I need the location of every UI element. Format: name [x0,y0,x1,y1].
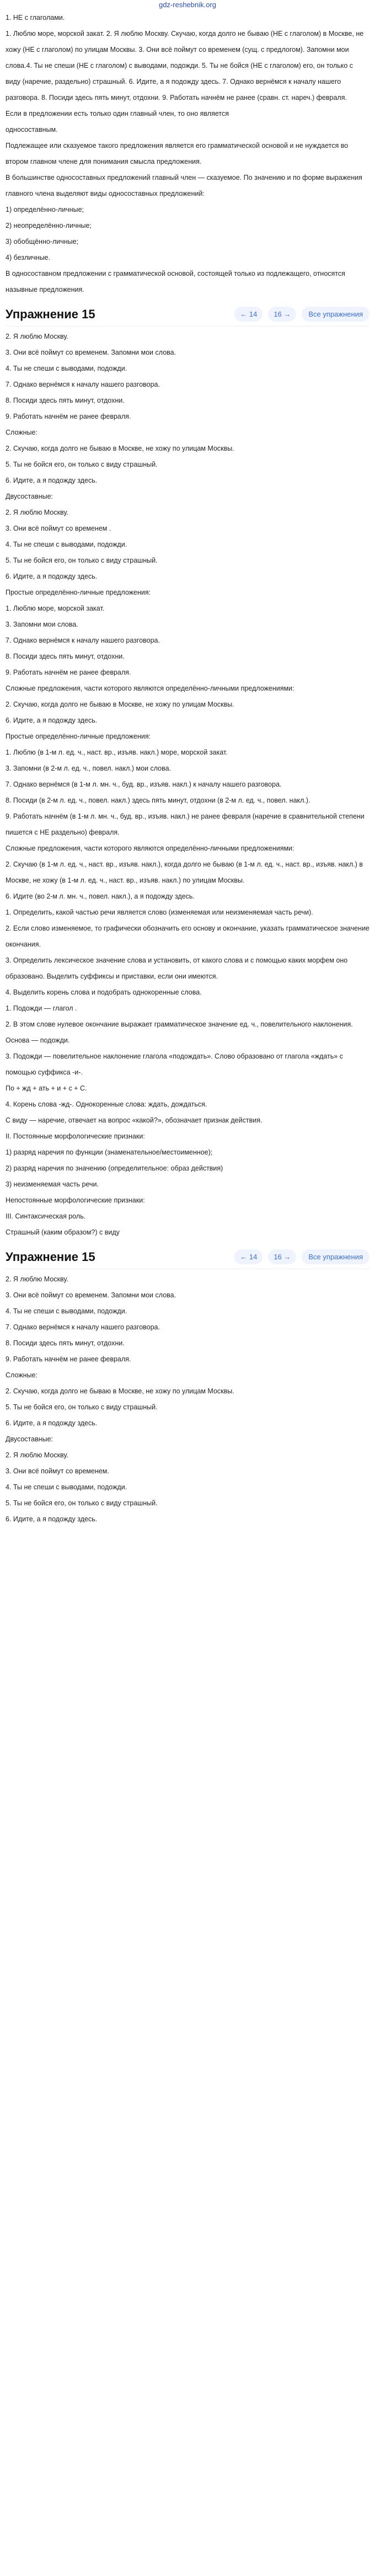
next-exercise-button[interactable]: 16 → [268,307,296,322]
text-line: Подлежащее или сказуемое такого предложения является его грамматической основой и не нуждается во втором главном члене для понимания смысла предложения. [6,142,349,165]
section2-header [6,1245,369,1269]
section2-title: Упражнение 15 [6,1249,95,1264]
text-line: 4) безличные. [6,254,50,261]
text-line: 3. Определить лексическое значение слова и установить, от какого слова и с помощью каких морфем оно образовано. Выделить суффиксы и приставки, если они имеются. [6,956,348,980]
text-line: 9. Работать начнём не ранее февраля. [6,413,131,420]
text-line: 5. Ты не бойся его, он только с виду страшный. [6,1403,158,1411]
text-line: Сложные предложения, части которого являются определённо-личными предложениями: [6,685,294,692]
text-line: 9. Работать начнём не ранее февраля. [6,1355,131,1363]
text-line: 1. Люблю море, морской закат. [6,605,105,612]
text-line: 2. Скучаю, когда долго не бываю в Москве, не хожу по улицам Москвы. [6,701,234,708]
text-line: 6. Идите, а я подожду здесь. [6,717,98,724]
top-watermark: gdz-reshebnik.org [158,1,217,9]
prev-exercise-button[interactable]: ← 14 [234,307,262,322]
text-line: 3. Они всё поймут со временем . [6,525,111,532]
text-line: 1. Подожди — глагол . [6,1004,77,1012]
text-line: 7. Однако вернёмся к началу нашего разговора. [6,1323,160,1331]
text-line: 2. Скучаю (в 1-м л. ед. ч., наст. вр., изъяв. накл.), когда долго не бываю (в 1-м л. ед. ч., наст. вр., изъяв. накл.) в Москве, не хожу (в 1-м л. ед. ч., наст. вр., изъяв. накл.) по улицам Москвы. [6,861,363,884]
text-line: 6. Идите, а я подожду здесь. [6,1515,98,1523]
text-line: 8. Посиди здесь пять минут, отдохни. [6,653,125,660]
text-line: Сложные: [6,429,38,436]
text-line: 2. Я люблю Москву. [6,1451,68,1459]
all-exercises-button[interactable]: Все упражнения [302,307,369,322]
text-line: 4. Ты не спеши с выводами, подожди. [6,541,127,548]
text-line: 7. Однако вернёмся (в 1-м л. мн. ч., буд. вр., изъяв. накл.) к началу нашего разговора. [6,781,282,788]
text-line: 6. Идите, а я подожду здесь. [6,1419,98,1427]
text-line: 4. Ты не спеши с выводами, подожди. [6,1483,127,1491]
text-line: 5. Ты не бойся его, он только с виду страшный. [6,1499,158,1507]
prev-exercise-button[interactable]: ← 14 [234,1249,262,1264]
text-line: Двусоставные: [6,1435,53,1443]
text-line: 1) определённо-личные; [6,206,84,213]
text-line: односоставным. [6,126,58,133]
text-line: 9. Работать начнём (в 1-м л. мн. ч., буд. вр., изъяв. накл.) не ранее февраля (наречие в сравнительной степени пишется с НЕ раздельно) февраля. [6,813,365,836]
section2-body [0,1271,375,1527]
text-line: 2. Скучаю, когда долго не бываю в Москве, не хожу по улицам Москвы. [6,445,234,452]
text-line: 3. Подожди — повелительное наклонение глагола «подождать». Слово образовано от глагола «ждать» с помощью суффикса -и-. [6,1052,344,1076]
text-line: Непостоянные морфологические признаки: [6,1196,145,1204]
text-line: 2) разряд наречия по значению (определительное: образ действия) [6,1164,223,1172]
text-line: Простые определённо-личные предложения: [6,733,151,740]
text-line: 2. Я люблю Москву. [6,333,68,340]
text-line: 4. Выделить корень слова и подобрать однокоренные слова. [6,988,202,996]
text-line: Если в предложении есть только один главный член, то оно является [6,110,229,117]
text-line: Двусоставные: [6,493,53,500]
section1-nav [234,307,369,322]
text-line: В большинстве односоставных предложений главный член — сказуемое. По значению и по форме выражения главного члена выделяют виды односоставных предложений: [6,174,362,197]
text-line: 6. Идите, а я подожду здесь. [6,477,98,484]
text-line: 2. В этом слове нулевое окончание выражает грамматическое значение ед. ч., повелительного наклонения. Основа — подожди. [6,1020,353,1044]
text-line: Сложные: [6,1371,38,1379]
text-line: 1. Люблю море, морской закат. 2. Я люблю Москву. Скучаю, когда долго не бываю (НЕ с глаголом) в Москве, не хожу (НЕ с глаголом) по улицам Москвы. 3. Они всё поймут со временем (сущ. с предлогом). Запомни мои слова.4. Ты не спеши (НЕ с глаголом) с выводами, подожди. 5. Ты не бойся (НЕ с глаголом) его, он только с виду (наречие, раздельно) страшный. 6. Идите, а я подожду здесь. 7. Однако вернёмся к началу нашего разговора. 8. Посиди здесь пять минут, отдохни. 9. Работать начнём не ранее (сравн. ст. нареч.) февраля. [6,30,364,101]
text-line: 8. Посиди (в 2-м л. ед. ч., повел. накл.) здесь пять минут, отдохни (в 2-м л. ед. ч., повел. накл.). [6,797,310,804]
text-line: 3. Запомни (в 2-м л. ед. ч., повел. накл.) мои слова. [6,765,172,772]
text-line: 1. НЕ с глаголами. [6,14,65,22]
text-line: 4. Ты не спеши с выводами, подожди. [6,365,127,372]
text-line: 2. Я люблю Москву. [6,509,68,516]
intro-block [0,10,375,298]
text-line: III. Синтаксическая роль. [6,1212,86,1220]
text-line: 5. Ты не бойся его, он только с виду страшный. [6,461,158,468]
text-line: 5. Ты не бойся его, он только с виду страшный. [6,557,158,564]
text-line: 1. Определить, какой частью речи является слово (изменяемая или неизменяемая часть речи). [6,908,313,916]
text-line: 2. Скучаю, когда долго не бываю в Москве, не хожу по улицам Москвы. [6,1387,234,1395]
text-line: 2. Если слово изменяемое, то графически обозначить его основу и окончание, указать грамматическое значение окончания. [6,924,369,948]
text-line: 6. Идите, а я подожду здесь. [6,573,98,580]
text-line: 2. Я люблю Москву. [6,1275,68,1283]
text-line: В односоставном предложении с грамматической основой, состоящей только из подлежащего, относятся назывные предложения. [6,270,345,293]
text-line: 4. Корень слова -жд-. Однокоренные слова: ждать, дождаться. [6,1100,207,1108]
text-line: 2) неопределённо-личные; [6,222,92,229]
text-line: 1. Люблю (в 1-м л. ед. ч., наст. вр., изъяв. накл.) море, морской закат. [6,749,228,756]
text-line: 6. Идите (во 2-м л. мн. ч., повел. накл.), а я подожду здесь. [6,892,195,900]
text-line: 4. Ты не спеши с выводами, подожди. [6,1307,127,1315]
text-line: 3. Они всё поймут со временем. [6,1467,109,1475]
section2-nav [234,1249,369,1264]
section1-header [6,302,369,327]
section1-title: Упражнение 15 [6,307,95,321]
next-exercise-button[interactable]: 16 → [268,1249,296,1264]
text-line: 9. Работать начнём не ранее февраля. [6,669,131,676]
all-exercises-button[interactable]: Все упражнения [302,1249,369,1264]
text-line: 1) разряд наречия по функции (знаменательное/местоименное); [6,1148,213,1156]
text-line: 8. Посиди здесь пять минут, отдохни. [6,1339,125,1347]
text-line: С виду — наречие, отвечает на вопрос «какой?», обозначает признак действия. [6,1116,262,1124]
text-line: 7. Однако вернёмся к началу нашего разговора. [6,381,160,388]
text-line: Простые определённо-личные предложения: [6,589,151,596]
text-line: 3. Они всё поймут со временем. Запомни мои слова. [6,349,176,356]
text-line: 3. Они всё поймут со временем. Запомни мои слова. [6,1291,176,1299]
section1-body [0,329,375,1241]
text-line: 3) обобщённо-личные; [6,238,79,245]
text-line: 7. Однако вернёмся к началу нашего разговора. [6,637,160,644]
text-line: 8. Посиди здесь пять минут, отдохни. [6,397,125,404]
text-line: Страшный (каким образом?) с виду [6,1228,120,1236]
text-line: 3) неизменяемая часть речи. [6,1180,99,1188]
text-line: Сложные предложения, части которого являются определённо-личными предложениями: [6,845,294,852]
text-line: По + жд + ать + и + с + С. [6,1084,87,1092]
text-line: 3. Запомни мои слова. [6,621,78,628]
text-line: II. Постоянные морфологические признаки: [6,1132,145,1140]
